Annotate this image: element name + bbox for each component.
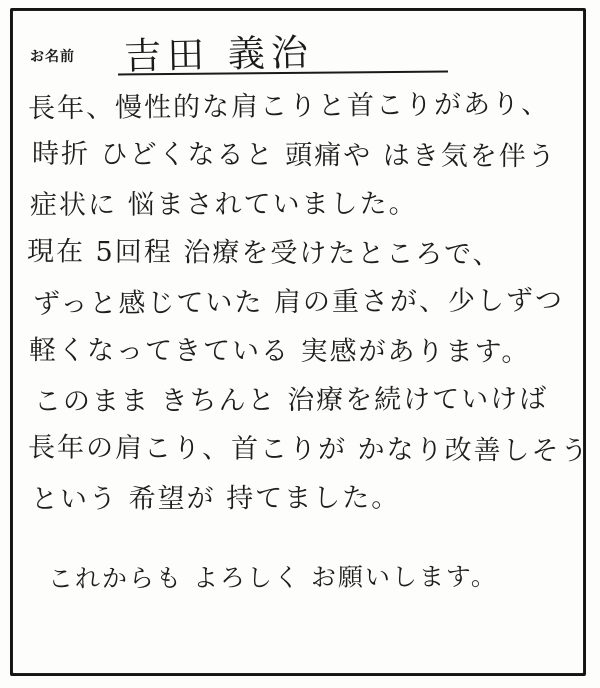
testimonial-body [26, 82, 590, 602]
body-line: 軽くなってきている 実感があります。 [28, 335, 531, 368]
closing-line: これからも よろしく お願いします。 [47, 561, 498, 594]
name-field-value: 吉田 義治 [123, 31, 315, 78]
body-line: 時折 ひどくなると 頭痛や はき気を伴う [31, 138, 557, 173]
name-field-row [30, 28, 460, 78]
body-line: 現在 5回程 治療を受けたところで、 [26, 236, 502, 271]
body-line: ずっと感じていた 肩の重さが、少しずつ [32, 285, 565, 320]
body-line: という 希望が 持てました。 [30, 482, 401, 516]
body-paragraph [26, 82, 590, 602]
body-line: このまま きちんと 治療を続けていけば [33, 383, 549, 418]
body-line: 長年、慢性的な肩こりと首こりがあり、 [27, 88, 551, 125]
name-field-label: お名前 [30, 49, 75, 65]
body-line: 長年の肩こり、首こりが かなり改善しそう [27, 432, 590, 467]
body-line: 症状に 悩まされていました。 [29, 188, 418, 221]
